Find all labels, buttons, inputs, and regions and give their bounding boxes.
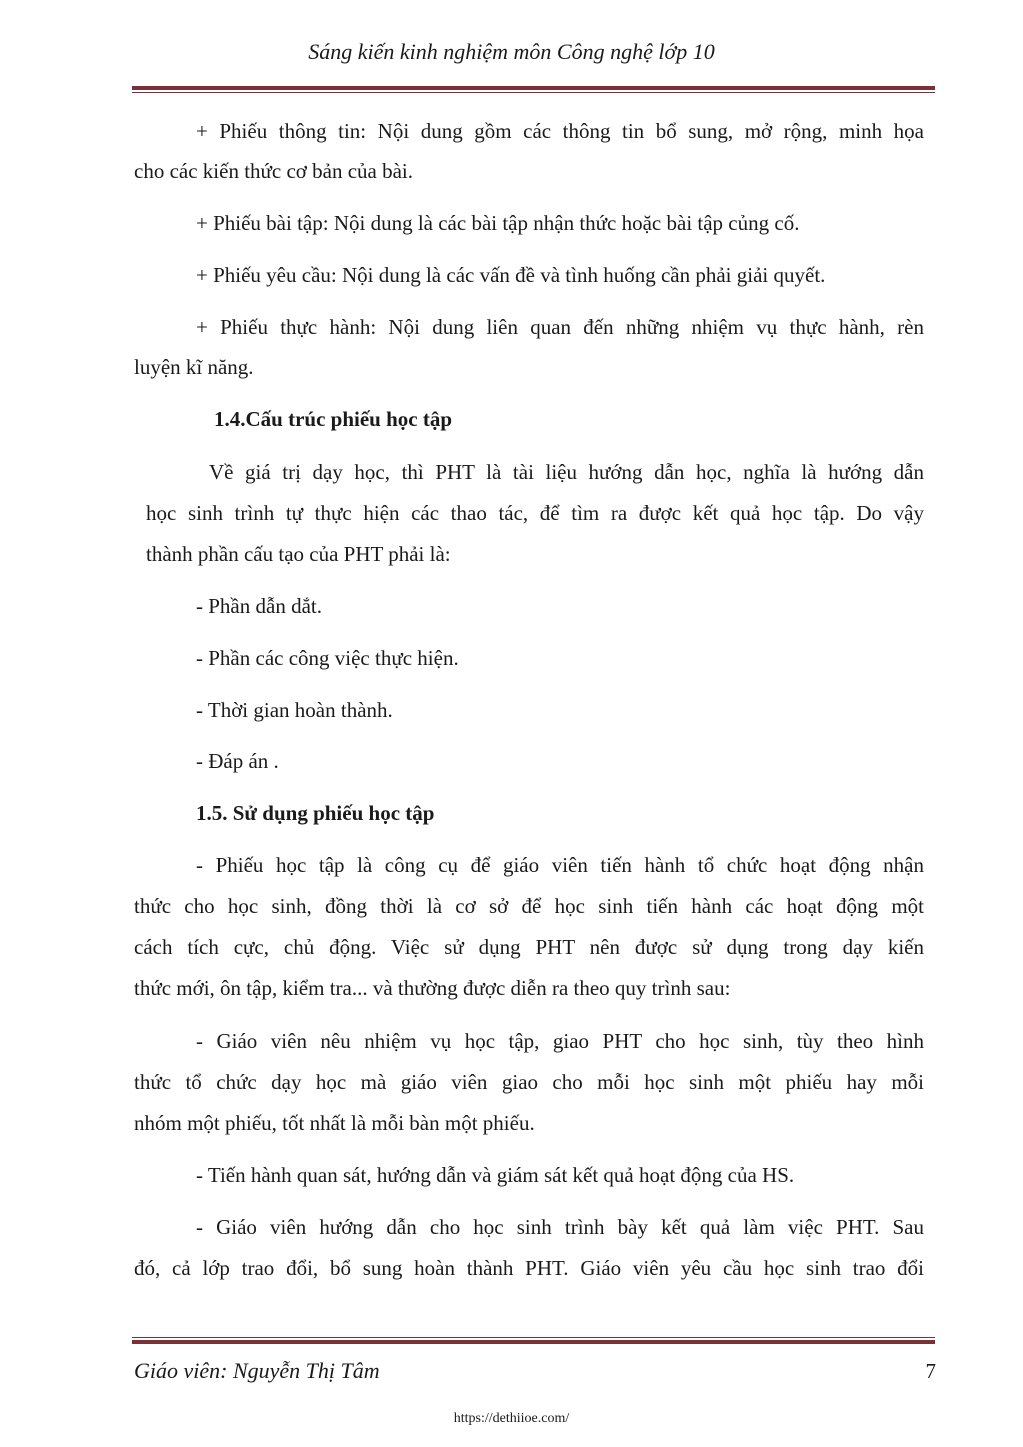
paragraph-line: - Tiến hành quan sát, hướng dẫn và giám sát kết quả hoạt động của HS. (196, 1163, 795, 1187)
section-heading: 1.4.Cấu trúc phiếu học tập (214, 407, 453, 431)
paragraph-line: + Phiếu thực hành: Nội dung liên quan đến những nhiệm vụ thực hành, rèn (196, 315, 924, 339)
paragraph-line: + Phiếu bài tập: Nội dung là các bài tập nhận thức hoặc bài tập củng cố. (196, 211, 800, 235)
footer-rule-thick (132, 1340, 935, 1344)
paragraph-line: thành phần cấu tạo của PHT phải là: (146, 542, 451, 566)
paragraph-line: cách tích cực, chủ động. Việc sử dụng PHT nên được sử dụng trong dạy kiến (134, 935, 924, 959)
list-item: - Đáp án . (196, 749, 279, 773)
paragraph-line: - Giáo viên nêu nhiệm vụ học tập, giao PHT cho học sinh, tùy theo hình (196, 1029, 924, 1053)
paragraph-line: học sinh trình tự thực hiện các thao tác, để tìm ra được kết quả học tập. Do vậy (146, 501, 924, 525)
paragraph-line: thức tổ chức dạy học mà giáo viên giao cho mỗi học sinh một phiếu hay mỗi (134, 1070, 924, 1094)
footer-rule-thin (132, 1337, 935, 1338)
paragraph-line: - Phiếu học tập là công cụ để giáo viên tiến hành tổ chức hoạt động nhận (196, 853, 924, 877)
paragraph-line: đó, cả lớp trao đổi, bổ sung hoàn thành PHT. Giáo viên yêu cầu học sinh trao đổi (134, 1256, 924, 1280)
section-heading: 1.5. Sử dụng phiếu học tập (196, 801, 435, 825)
paragraph-line: + Phiếu yêu cầu: Nội dung là các vấn đề và tình huống cần phải giải quyết. (196, 263, 826, 287)
paragraph-line: thức cho học sinh, đồng thời là cơ sở để học sinh tiến hành các hoạt động một (134, 894, 924, 918)
page-header-title: Sáng kiến kinh nghiệm môn Công nghệ lớp 10 (308, 39, 715, 64)
paragraph-line: nhóm một phiếu, tốt nhất là mỗi bàn một phiếu. (134, 1111, 535, 1135)
list-item: - Thời gian hoàn thành. (196, 698, 393, 722)
header-rule-thick (132, 86, 935, 90)
paragraph-line: luyện kĩ năng. (134, 355, 254, 379)
paragraph-line: Về giá trị dạy học, thì PHT là tài liệu hướng dẫn học, nghĩa là hướng dẫn (209, 460, 924, 484)
footer-author: Giáo viên: Nguyễn Thị Tâm (134, 1358, 380, 1383)
header-rule-thin (132, 92, 935, 93)
footer-url: https://dethiioe.com/ (453, 1411, 570, 1426)
paragraph-line: + Phiếu thông tin: Nội dung gồm các thông tin bổ sung, mở rộng, minh họa (196, 119, 924, 143)
list-item: - Phần các công việc thực hiện. (196, 646, 459, 670)
paragraph-line: thức mới, ôn tập, kiểm tra... và thường được diễn ra theo quy trình sau: (134, 976, 731, 1000)
paragraph-line: cho các kiến thức cơ bản của bài. (134, 159, 414, 183)
list-item: - Phần dẫn dắt. (196, 594, 322, 618)
paragraph-line: - Giáo viên hướng dẫn cho học sinh trình bày kết quả làm việc PHT. Sau (196, 1215, 924, 1239)
page-number: 7 (925, 1359, 936, 1383)
